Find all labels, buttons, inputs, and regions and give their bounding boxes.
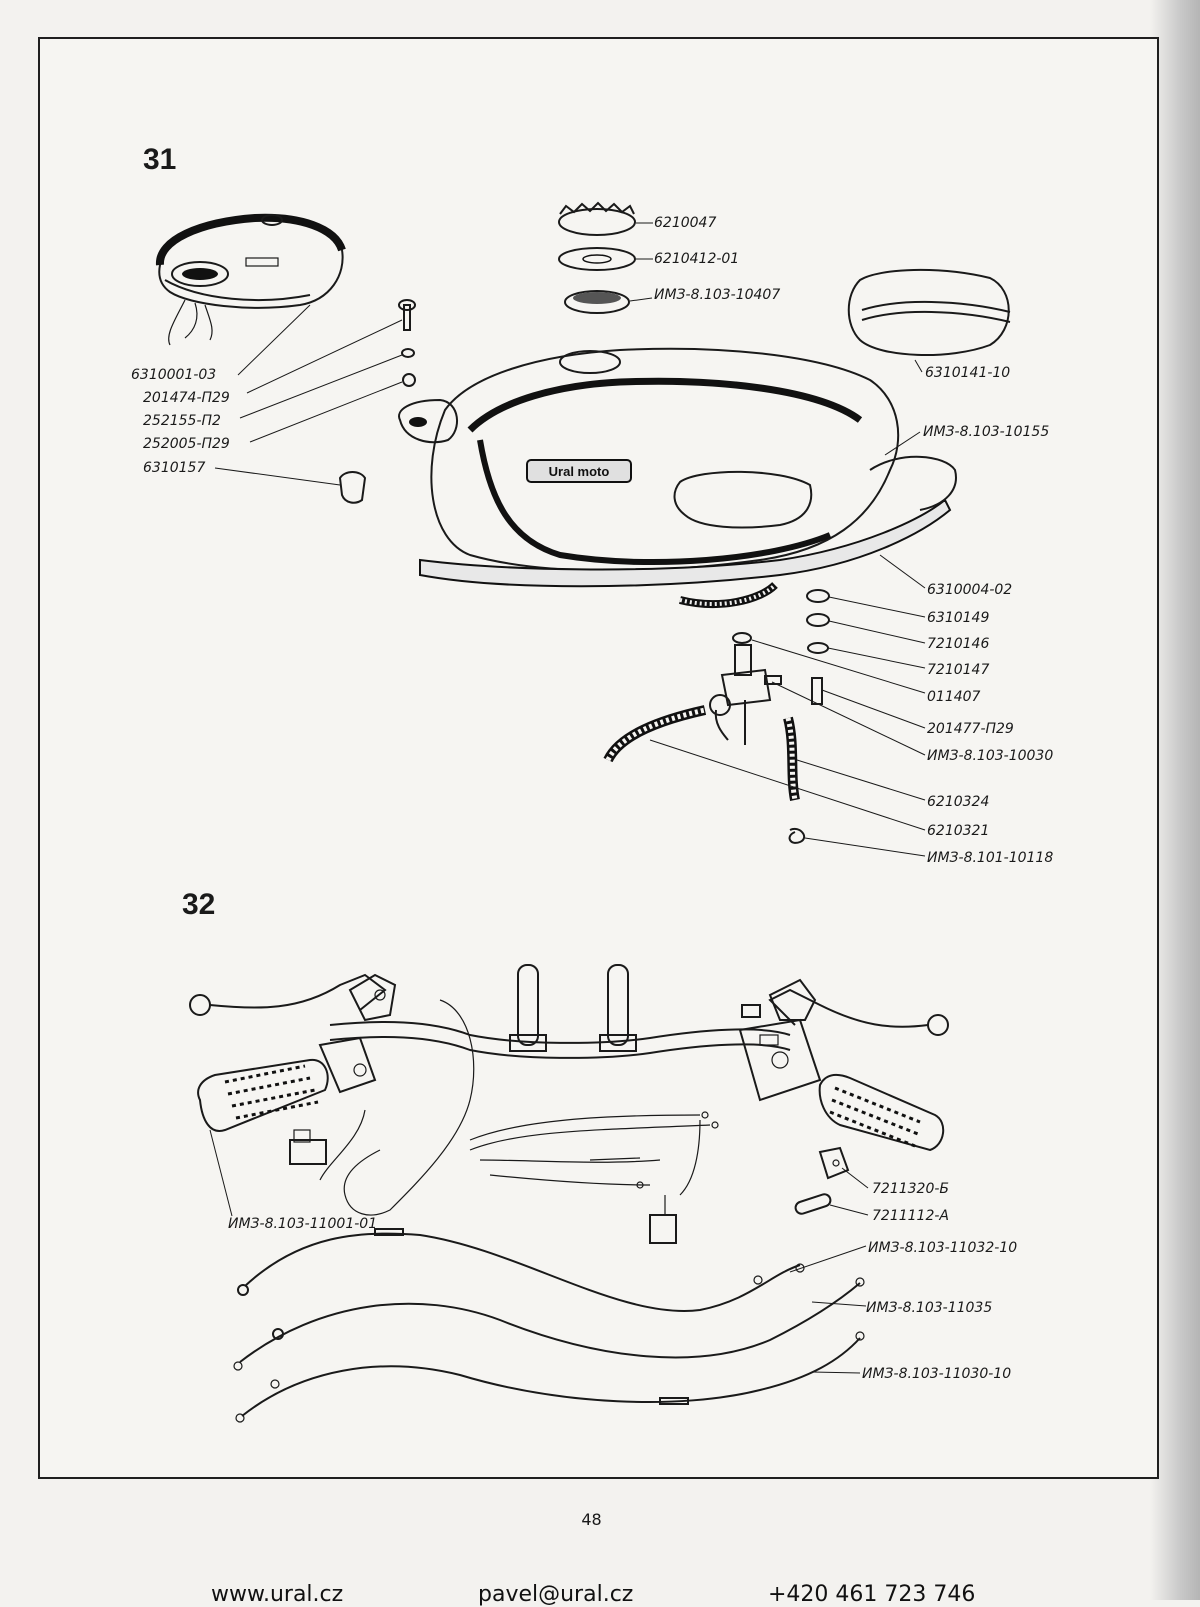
- part-label: 6310149: [927, 610, 990, 626]
- fuel-hose: [608, 710, 705, 760]
- rubber-cap: [794, 1193, 832, 1216]
- reference-tank-illustration: [159, 215, 342, 345]
- part-label: ИМЗ-8.101-10118: [927, 850, 1054, 866]
- part-label: 7210147: [927, 662, 990, 678]
- bolt: [399, 300, 415, 330]
- part-label: 7211112-А: [872, 1208, 949, 1224]
- part-label: 7211320-Б: [872, 1181, 950, 1197]
- handlebar: [330, 965, 790, 1058]
- email-link[interactable]: pavel@ural.cz: [478, 1582, 634, 1607]
- page-number: 48: [581, 1510, 602, 1529]
- part-label: 201477-П29: [927, 721, 1014, 737]
- fuel-tap: [710, 645, 781, 745]
- filler-neck: [565, 291, 629, 313]
- spring-washer: [402, 349, 414, 357]
- o-ring: [733, 633, 751, 643]
- hose-clip: [790, 829, 805, 843]
- brake-cable: [236, 1332, 864, 1422]
- tank-bracket: [340, 472, 365, 503]
- part-label: ИМЗ-8.103-10155: [923, 424, 1050, 440]
- filler-cap: [559, 203, 635, 235]
- right-lever: [742, 980, 948, 1035]
- part-label: 6210321: [927, 823, 990, 839]
- figure-number-31: 31: [143, 143, 177, 176]
- part-label: 6310141-10: [925, 365, 1011, 381]
- part-label: 201474-П29: [143, 390, 230, 406]
- rubber-washer: [807, 590, 829, 602]
- left-switch-block: [320, 1038, 375, 1092]
- part-label: ИМЗ-8.103-10407: [654, 287, 781, 303]
- washer: [808, 643, 828, 653]
- left-grip: [198, 1060, 328, 1131]
- cap-gasket: [559, 248, 635, 270]
- part-label: ИМЗ-8.103-11035: [866, 1300, 993, 1316]
- part-label: 252155-П2: [143, 413, 221, 429]
- part-label: 252005-П29: [143, 436, 230, 452]
- part-label: 6210324: [927, 794, 990, 810]
- tap-bolt: [812, 678, 822, 704]
- leader-lines-32: [210, 1130, 868, 1373]
- part-label: 6310157: [143, 460, 206, 476]
- throttle-cable: [234, 1278, 864, 1370]
- nut: [403, 374, 415, 386]
- part-label: ИМЗ-8.103-11001-01: [228, 1216, 378, 1232]
- website-link[interactable]: www.ural.cz: [211, 1582, 344, 1607]
- part-label: ИМЗ-8.103-11032-10: [868, 1240, 1018, 1256]
- part-label: ИМЗ-8.103-11030-10: [862, 1366, 1012, 1382]
- part-label: 6210412-01: [654, 251, 740, 267]
- right-grip: [820, 1075, 944, 1150]
- tank-logo: Ural moto: [548, 464, 610, 479]
- drain-hose: [680, 585, 775, 604]
- knee-pad: [849, 270, 1010, 355]
- part-label: ИМЗ-8.103-10030: [927, 748, 1054, 764]
- fuel-tank: [399, 349, 956, 587]
- phone-link[interactable]: +420 461 723 746: [768, 1582, 976, 1607]
- part-label: 6310004-02: [927, 582, 1013, 598]
- part-label: 011407: [927, 689, 981, 705]
- figure-number-32: 32: [182, 888, 216, 921]
- clutch-cable: [238, 1229, 804, 1311]
- left-lever: [190, 975, 395, 1020]
- part-label: 7210146: [927, 636, 990, 652]
- rubber-spacer: [807, 614, 829, 626]
- part-label: 6310001-03: [131, 367, 217, 383]
- part-label: 6210047: [654, 215, 717, 231]
- clip-plate: [820, 1148, 848, 1178]
